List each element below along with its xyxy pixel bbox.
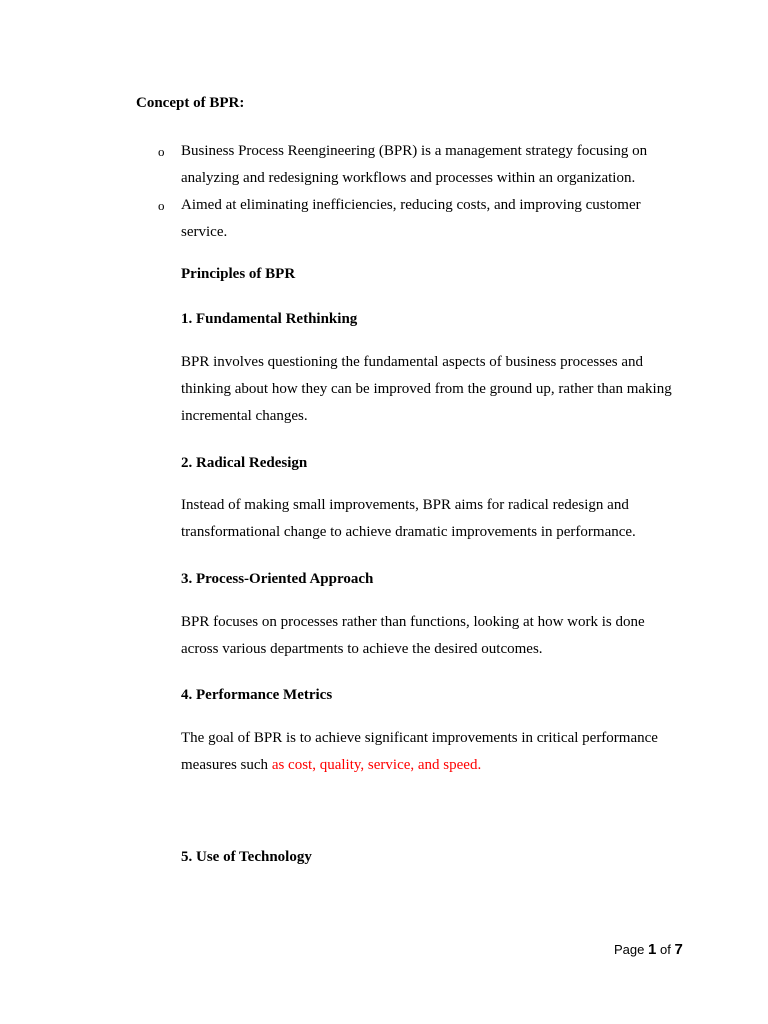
bullet-marker: o <box>158 198 165 213</box>
section-heading-performance-metrics: 4. Performance Metrics <box>181 687 333 703</box>
page-current-number: 1 <box>648 941 657 958</box>
document-title: Concept of BPR: <box>136 95 245 111</box>
page-total-number: 7 <box>674 941 683 958</box>
section-heading-fundamental-rethinking: 1. Fundamental Rethinking <box>181 311 358 327</box>
concept-bullet-list <box>136 138 676 246</box>
bullet-text: Business Process Reengineering (BPR) is a management strategy focusing on analyzing and redesigning workflows and processes within an organization. <box>181 143 648 186</box>
principles-heading: Principles of BPR <box>181 266 296 282</box>
section-body-fundamental-rethinking: BPR involves questioning the fundamental aspects of business processes and thinking about how they can be improved from the ground up, rather than making incremental changes. <box>181 354 672 424</box>
of-label: of <box>659 942 671 957</box>
performance-body-text: The goal of BPR is to achieve significant improvements in critical performance measures such <box>181 730 658 773</box>
bullet-text: Aimed at eliminating inefficiencies, reducing costs, and improving customer service. <box>181 197 641 240</box>
page-footer <box>614 940 683 960</box>
section-body-radical-redesign: Instead of making small improvements, BPR aims for radical redesign and transformational change to achieve dramatic improvements in performance. <box>181 497 636 540</box>
section-heading-process-oriented: 3. Process-Oriented Approach <box>181 571 374 587</box>
highlighted-text: as cost, quality, service, and speed. <box>271 757 482 773</box>
section-heading-radical-redesign: 2. Radical Redesign <box>181 455 308 471</box>
section-body-process-oriented: BPR focuses on processes rather than functions, looking at how work is done across various departments to achieve the desired outcomes. <box>181 614 645 657</box>
bullet-marker: o <box>158 144 165 159</box>
list-item <box>136 138 676 192</box>
list-item <box>136 192 676 246</box>
section-heading-use-of-technology: 5. Use of Technology <box>181 849 312 865</box>
page-label: Page <box>614 942 645 957</box>
section-body-performance-metrics <box>181 725 681 779</box>
